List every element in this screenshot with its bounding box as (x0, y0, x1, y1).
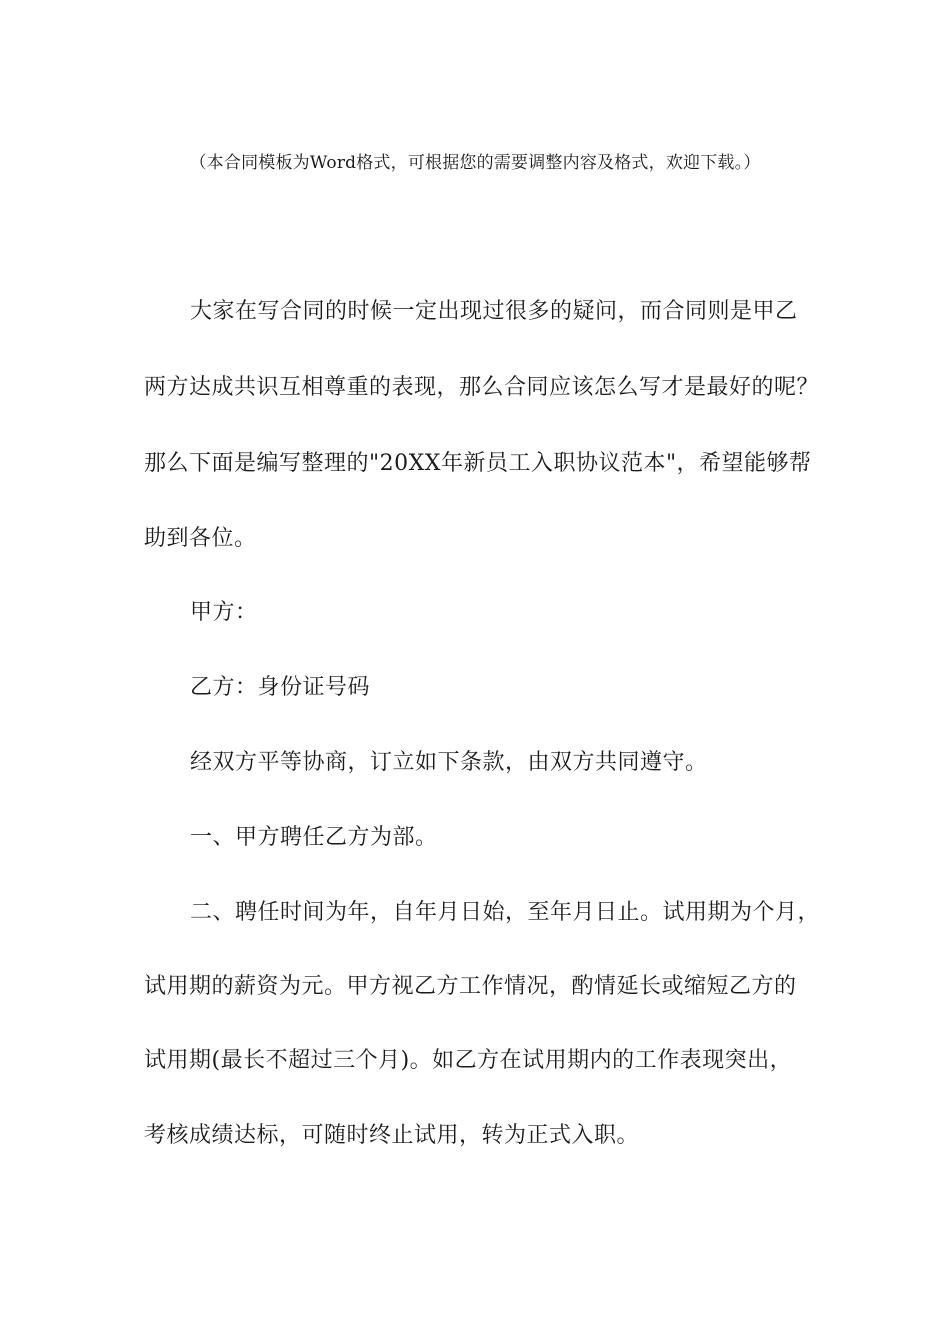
template-note: （本合同模板为Word格式，可根据您的需要调整内容及格式，欢迎下载。） (189, 153, 761, 173)
clause-2-line-2: 试用期的薪资为元。甲方视乙方工作情况，酌情延长或缩短乙方的 (144, 974, 797, 999)
clause-1: 一、甲方聘任乙方为部。 (190, 825, 438, 850)
intro-line-3: 那么下面是编写整理的"20XX年新员工入职协议范本"，希望能够帮 (144, 451, 812, 476)
clause-2-line-1: 二、聘任时间为年，自年月日始，至年月日止。试用期为个月， (190, 900, 821, 925)
party-b: 乙方：身份证号码 (190, 675, 371, 700)
intro-line-2: 两方达成共识互相尊重的表现，那么合同应该怎么写才是最好的呢？ (144, 375, 820, 400)
party-a: 甲方： (190, 600, 258, 625)
intro-line-4: 助到各位。 (144, 526, 257, 551)
intro-line-1: 大家在写合同的时候一定出现过很多的疑问，而合同则是甲乙 (190, 299, 798, 324)
clause-2-line-3: 试用期(最长不超过三个月)。如乙方在试用期内的工作表现突出， (144, 1048, 793, 1073)
agreement-intro: 经双方平等协商，订立如下条款，由双方共同遵守。 (190, 750, 708, 775)
clause-2-line-4: 考核成绩达标，可随时终止试用，转为正式入职。 (144, 1123, 640, 1148)
